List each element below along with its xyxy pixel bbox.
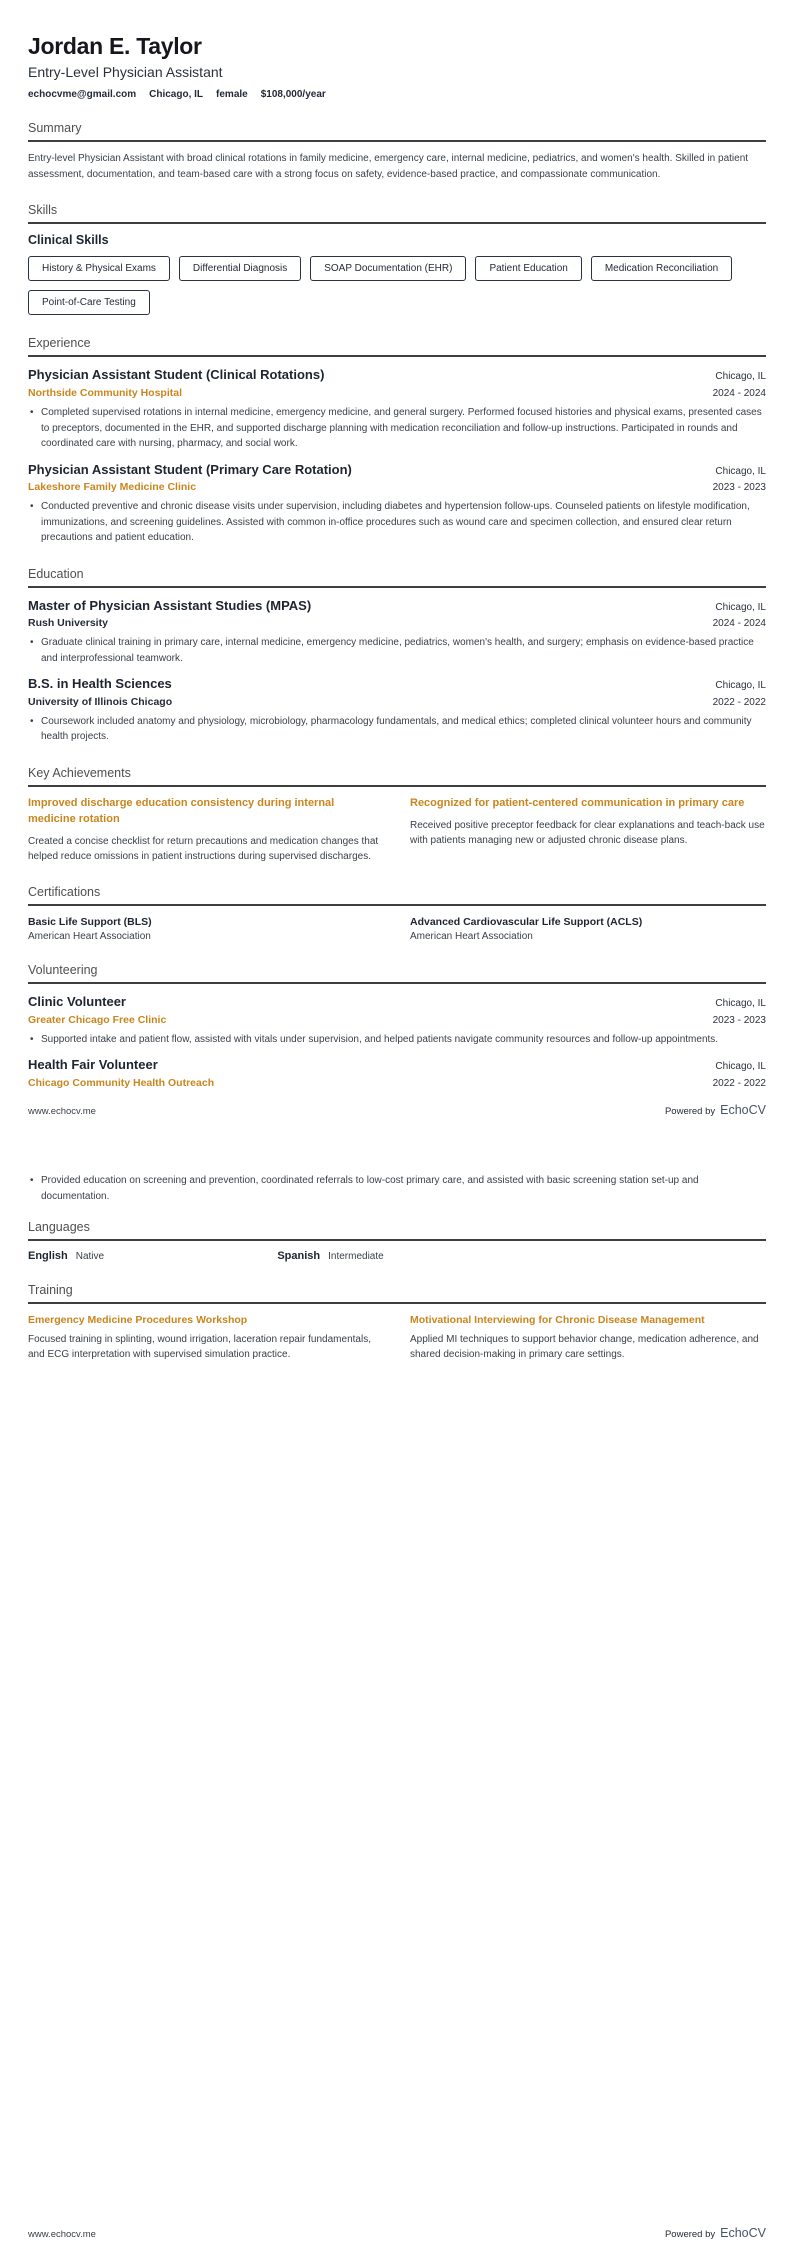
section-certifications xyxy=(28,885,766,943)
section-summary xyxy=(28,121,766,182)
resume-header xyxy=(28,33,766,100)
education-entry xyxy=(28,676,766,745)
experience-entry xyxy=(28,367,766,451)
skills-heading: Skills xyxy=(28,203,766,224)
education-bullet: • Coursework included anatomy and physiology, microbiology, pharmacology fundamentals, and medical ethics; completed clinical volunteer hours and community health projects. xyxy=(28,714,766,745)
achievements-heading: Key Achievements xyxy=(28,766,766,787)
volunteering-entry xyxy=(28,1057,766,1091)
training-text: Applied MI techniques to support behavior change, medication adherence, and shared decision-making in primary care settings. xyxy=(410,1334,759,1361)
section-skills xyxy=(28,203,766,315)
certification-name: Basic Life Support (BLS) xyxy=(28,915,152,928)
job-company: Northside Community Hospital xyxy=(28,387,183,400)
section-volunteering xyxy=(28,963,766,1091)
volunteer-dates: 2022 - 2022 xyxy=(712,1078,766,1090)
languages-heading: Languages xyxy=(28,1220,766,1241)
training-item xyxy=(28,1313,384,1362)
page-footer xyxy=(28,1103,766,1117)
job-location: Chicago, IL xyxy=(715,371,766,383)
volunteer-title: Health Fair Volunteer xyxy=(28,1057,158,1073)
school-dates: 2022 - 2022 xyxy=(712,697,766,709)
job-bullet: • Completed supervised rotations in internal medicine, emergency medicine, and general surgery. Performed focused histories and physical exams, presented cases to preceptors, documented in the EHR, and supported discharge planning with medication reconciliation and follow-up instructions. Participated in rounds and coordinated care with nursing, pharmacy, and social work. xyxy=(28,405,766,452)
school-name: Rush University xyxy=(28,617,108,630)
language-level: Native xyxy=(75,1251,105,1262)
job-location: Chicago, IL xyxy=(715,465,766,477)
skill-chips xyxy=(28,256,766,315)
certification-item xyxy=(28,915,384,943)
volunteer-location: Chicago, IL xyxy=(715,1061,766,1073)
contact-gender: female xyxy=(216,89,248,101)
language-name: Spanish xyxy=(277,1250,321,1262)
skill-chip: SOAP Documentation (EHR) xyxy=(310,256,466,281)
contact-email: echocvme@gmail.com xyxy=(28,89,137,101)
degree-title: B.S. in Health Sciences xyxy=(28,676,172,692)
volunteering-heading: Volunteering xyxy=(28,963,766,984)
skill-chip: Differential Diagnosis xyxy=(179,256,301,281)
language-item xyxy=(277,1250,516,1262)
section-experience xyxy=(28,336,766,545)
candidate-name: Jordan E. Taylor xyxy=(28,33,202,59)
school-dates: 2024 - 2024 xyxy=(712,618,766,630)
achievement-item xyxy=(28,796,384,864)
achievement-title: Improved discharge education consistency during internal medicine rotation xyxy=(28,796,335,825)
education-bullet: • Graduate clinical training in primary care, internal medicine, emergency medicine, pediatrics, women's health, and surgery; emphasis on evidence-based practice and interprofessional teamwork. xyxy=(28,635,766,666)
volunteer-bullet: • Provided education on screening and prevention, coordinated referrals to low-cost primary care, and assisted with basic screening station set-up and documentation. xyxy=(28,1173,766,1204)
achievement-title: Recognized for patient-centered communication in primary care xyxy=(410,796,745,809)
contact-location: Chicago, IL xyxy=(149,89,204,101)
contact-row xyxy=(28,89,766,100)
education-heading: Education xyxy=(28,567,766,588)
certifications-heading: Certifications xyxy=(28,885,766,906)
training-text: Focused training in splinting, wound irrigation, laceration repair fundamentals, and ECG interpretation with supervised simulation practice. xyxy=(28,1334,371,1361)
language-level: Intermediate xyxy=(328,1251,384,1262)
section-training xyxy=(28,1283,766,1362)
volunteer-org: Greater Chicago Free Clinic xyxy=(28,1014,167,1027)
skill-chip: Patient Education xyxy=(475,256,581,281)
summary-text: Entry-level Physician Assistant with broad clinical rotations in family medicine, emergency care, internal medicine, pediatrics, and women's health. Skilled in patient assessment, documentation, and team-based care with a strong focus on safety, evidence-based practice, and compassionate communication. xyxy=(28,153,749,180)
certification-item xyxy=(410,915,766,943)
footer-url-link[interactable]: www.echocv.me xyxy=(28,1106,96,1117)
footer-url-link[interactable]: www.echocv.me xyxy=(28,2229,96,2240)
experience-heading: Experience xyxy=(28,336,766,357)
training-heading: Training xyxy=(28,1283,766,1304)
achievement-item xyxy=(410,796,766,864)
school-location: Chicago, IL xyxy=(715,680,766,692)
achievement-text: Received positive preceptor feedback for clear explanations and teach-back use with patients managing new or adjusted chronic disease plans. xyxy=(410,819,765,846)
echocv-brand-link[interactable]: EchoCV xyxy=(720,2226,766,2240)
job-title: Physician Assistant Student (Clinical Rotations) xyxy=(28,367,325,383)
certification-issuer: American Heart Association xyxy=(28,931,151,943)
training-title: Motivational Interviewing for Chronic Disease Management xyxy=(410,1314,705,1326)
skill-chip: History & Physical Exams xyxy=(28,256,170,281)
powered-by-label: Powered by xyxy=(664,1106,716,1117)
school-name: University of Illinois Chicago xyxy=(28,696,173,709)
section-languages xyxy=(28,1220,766,1262)
training-item xyxy=(410,1313,766,1362)
training-title: Emergency Medicine Procedures Workshop xyxy=(28,1314,248,1326)
volunteer-title: Clinic Volunteer xyxy=(28,994,126,1010)
volunteer-org: Chicago Community Health Outreach xyxy=(28,1077,215,1090)
school-location: Chicago, IL xyxy=(715,601,766,613)
skill-chip: Point-of-Care Testing xyxy=(28,290,150,315)
summary-heading: Summary xyxy=(28,121,766,142)
section-education xyxy=(28,567,766,745)
skill-chip: Medication Reconciliation xyxy=(591,256,732,281)
certification-issuer: American Heart Association xyxy=(410,931,533,943)
job-title: Physician Assistant Student (Primary Care Rotation) xyxy=(28,461,352,477)
volunteer-dates: 2023 - 2023 xyxy=(712,1015,766,1027)
experience-entry xyxy=(28,462,766,546)
powered-by-label: Powered by xyxy=(664,2229,716,2240)
job-bullet: • Conducted preventive and chronic disease visits under supervision, including diabetes and hypertension follow-ups. Counseled patients on lifestyle modification, immunizations, and screening guidelines. Assisted with common in-office procedures such as wound care and specimen collection, and ensured clear return precautions and patient education. xyxy=(28,499,766,546)
volunteering-continuation xyxy=(28,1173,766,1204)
degree-title: Master of Physician Assistant Studies (MPAS) xyxy=(28,597,312,613)
language-item xyxy=(28,1250,267,1262)
volunteering-entry xyxy=(28,994,766,1047)
skills-group-title: Clinical Skills xyxy=(28,233,109,248)
achievement-text: Created a concise checklist for return precautions and medication changes that helped reduce omissions in patient instructions during supervised discharges. xyxy=(28,835,379,862)
job-dates: 2024 - 2024 xyxy=(712,388,766,400)
education-entry xyxy=(28,598,766,667)
resume-page-2 xyxy=(0,1123,794,2246)
language-name: English xyxy=(28,1250,68,1262)
job-dates: 2023 - 2023 xyxy=(712,482,766,494)
job-company: Lakeshore Family Medicine Clinic xyxy=(28,481,197,494)
certification-name: Advanced Cardiovascular Life Support (ACLS) xyxy=(410,915,643,928)
volunteer-bullet: • Supported intake and patient flow, assisted with vitals under supervision, and helped patients navigate community resources and follow-up appointments. xyxy=(28,1032,766,1048)
candidate-title: Entry-Level Physician Assistant xyxy=(28,64,223,81)
section-achievements xyxy=(28,766,766,864)
page-footer xyxy=(28,2226,766,2240)
volunteer-location: Chicago, IL xyxy=(715,998,766,1010)
contact-salary: $108,000/year xyxy=(260,89,326,101)
echocv-brand-link[interactable]: EchoCV xyxy=(720,1103,766,1117)
